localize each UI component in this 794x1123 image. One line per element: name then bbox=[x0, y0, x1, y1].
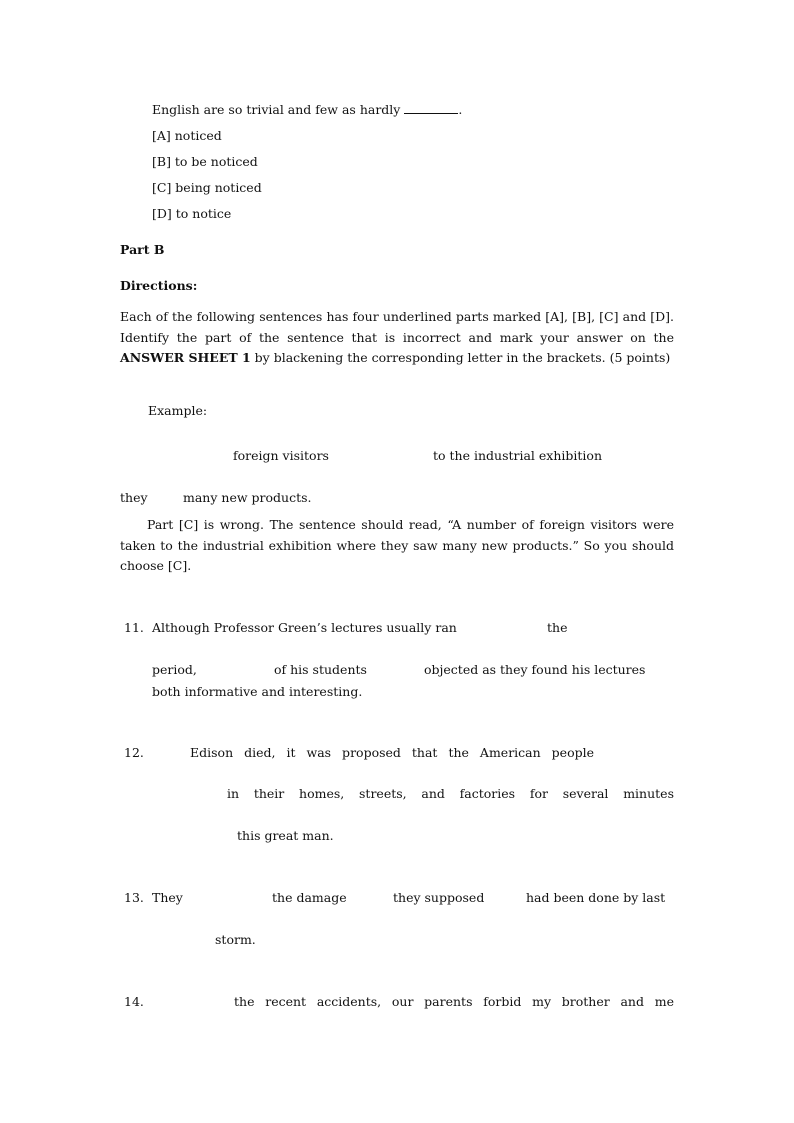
question-12-line3: this great man. bbox=[237, 828, 334, 843]
example-line2-part-a: they bbox=[120, 490, 148, 505]
example-line2-part-b: many new products. bbox=[183, 490, 312, 505]
directions-label: Directions: bbox=[120, 278, 198, 293]
example-explanation: Part [C] is wrong. The sentence should read, “A number of foreign visitors were taken to the industrial exhibition where they saw many new products.” So you should choose [C]. bbox=[120, 517, 674, 573]
question-11-line2-b: of his students bbox=[274, 662, 367, 677]
question-10-stem bbox=[152, 102, 462, 118]
directions-paragraph bbox=[120, 307, 674, 369]
question-10-stem-text: English are so trivial and few as hardly bbox=[152, 102, 401, 117]
option-a: [A] noticed bbox=[152, 128, 222, 143]
example-label: Example: bbox=[148, 403, 208, 418]
question-11-line1-a: Although Professor Green’s lectures usually ran bbox=[152, 620, 457, 635]
question-11-line2-a: period, bbox=[152, 662, 197, 677]
question-13-number: 13. bbox=[124, 890, 144, 905]
directions-text-after: by blackening the corresponding letter in the brackets. (5 points) bbox=[250, 350, 671, 365]
option-b: [B] to be noticed bbox=[152, 154, 258, 169]
question-12-number: 12. bbox=[124, 745, 144, 760]
question-12-line2: in their homes, streets, and factories for several minutes bbox=[227, 786, 674, 801]
question-14-line1: the recent accidents, our parents forbid my brother and me bbox=[234, 994, 674, 1009]
question-11-line3: both informative and interesting. bbox=[152, 684, 363, 699]
option-c: [C] being noticed bbox=[152, 180, 262, 195]
question-13-line1-a: They bbox=[152, 890, 183, 905]
question-10-stem-end: . bbox=[458, 102, 463, 117]
option-d: [D] to notice bbox=[152, 206, 232, 221]
answer-sheet-label: ANSWER SHEET 1 bbox=[120, 350, 251, 365]
directions-text-before: Each of the following sentences has four underlined parts marked [A], [B], [C] and [D]. Identify the part of the sentence that is incorrect and mark your answer on the bbox=[120, 309, 674, 345]
question-11-line2-c: objected as they found his lectures bbox=[424, 662, 646, 677]
answer-blank bbox=[404, 102, 458, 114]
question-13-line1-c: they supposed bbox=[393, 890, 485, 905]
question-13-line1-d: had been done by last bbox=[526, 890, 666, 905]
question-11-number: 11. bbox=[124, 620, 144, 635]
question-11-line1-b: the bbox=[547, 620, 568, 635]
question-12-line1: Edison died, it was proposed that the American people bbox=[190, 745, 594, 760]
part-b-heading: Part B bbox=[120, 242, 165, 257]
question-14-number: 14. bbox=[124, 994, 144, 1009]
example-line1-part-b: to the industrial exhibition bbox=[433, 448, 602, 463]
example-line1-part-a: foreign visitors bbox=[233, 448, 329, 463]
question-13-line1-b: the damage bbox=[272, 890, 347, 905]
question-13-line2: storm. bbox=[215, 932, 256, 947]
